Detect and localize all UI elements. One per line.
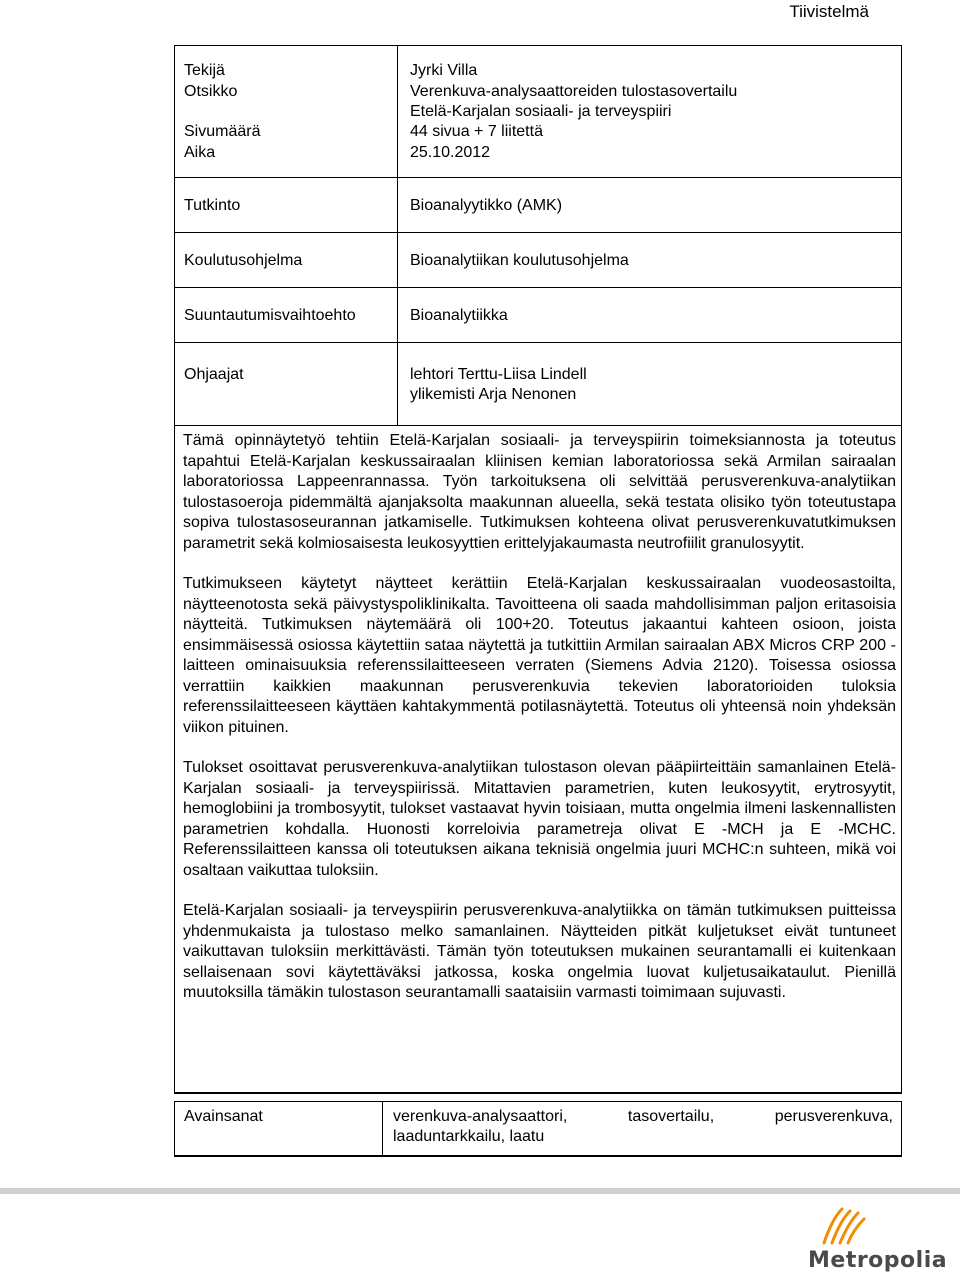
degree-label: Tutkinto [184,197,241,214]
date-value: 25.10.2012 [410,144,491,161]
metropolia-logo-text: Metropolia [808,1248,948,1273]
degree-value: Bioanalyytikko (AMK) [410,197,563,214]
abstract-paragraph-4: Etelä-Karjalan sosiaali- ja terveyspiirin perusverenkuva-analytiikka on tämän tutkimuksen puitteissa yhdenmukaista ja tulostaso melko samanlainen. Näytteiden pitkät kuljetukset eivät tuntuneet vaikuttavan tuloksiin merkittävästi. Tämän työn toteutuksen mukainen seurantamalli ei kuitenkaan sellaisenaan sovi käytettäväksi jatkossa, koska ongelmia luovat kuljetusaikataulut. Pienillä muutoksilla tämäkin tulostason seurantamalli saataisiin varmasti toimimaan sujuvasti. [183,902,896,1001]
metropolia-logo-icon [820,1205,868,1247]
abstract-paragraph-2: Tutkimukseen käytetyt näytteet kerättiin Etelä-Karjalan keskussairaalan vuodeosastoilta, näytteenotosta sekä päivystyspoliklinikalta. Tavoitteena oli saada mahdollisimman paljon eritasoisia näytteitä. Tutkimuksen näytemäärä oli 100+20. Toteutus jakaantui kahteen osioon, joista ensimmäisessä osiossa käytettiin sataa näytettä ja tutkittiin Armilan sairaalan ABX Micros CRP 200 -laitteen ominaisuuksia referenssilaitteeseen verraten (Siemens Advia 2120). Toisessa osiossa verrattiin kaikkien maakunnan perusverenkuvia tekevien laboratorioiden tuloksia referenssilaitteeseen käyttäen kahtakymmentä potilasnäytettä. Toteutus oli yhteensä noin yhdeksän viikon pituinen. [183,575,896,736]
keywords-box [174,1101,902,1157]
keywords-label: Avainsanat [184,1108,263,1125]
metropolia-logo [808,1205,948,1275]
supervisors-divider [175,425,901,426]
supervisors-label: Ohjaajat [184,366,244,383]
title-value-line1: Verenkuva-analysaattoreiden tulostasovertailu [410,83,738,100]
supervisor-2: ylikemisti Arja Nenonen [410,386,577,403]
programme-divider [175,287,901,288]
info-divider [175,177,901,178]
degree-divider [175,232,901,233]
abstract-sheet [174,45,902,1094]
author-label: Tekijä [184,62,225,79]
option-divider [175,342,901,343]
abstract-body [183,431,896,1024]
supervisor-1: lehtori Terttu-Liisa Lindell [410,366,587,383]
title-label: Otsikko [184,83,238,100]
programme-label: Koulutusohjelma [184,252,303,269]
footer-bar [0,1188,960,1194]
pages-label: Sivumäärä [184,123,261,140]
title-value-line2: Etelä-Karjalan sosiaali- ja terveyspiiri [410,103,672,120]
abstract-paragraph-3: Tulokset osoittavat perusverenkuva-analytiikan tulostason olevan pääpiirteittäin samanlainen Etelä-Karjalan sosiaali- ja terveyspiirissä. Mitattavien parametrien, kuten leukosyytit, erytrosyytit, hemoglobiini ja trombosyytit, tulokset vastaavat hyvin toisiaan, mutta ongelmia ilmeni laskennallisten parametrien kohdalla. Huonosti korreloivia parametreja olivat E -MCH ja E -MCHC. Referenssilaitteen kanssa oli toteutuksen aikana teknisiä ongelmia juuri MCHC:n suhteen, mikä voi osaltaan vaikuttaa tuloksiin. [183,759,896,879]
option-label: Suuntautumisvaihtoehto [184,307,356,324]
document-type-label: Tiivistelmä [789,2,869,21]
option-value: Bioanalytiikka [410,307,508,324]
abstract-paragraph-1: Tämä opinnäytetyö tehtiin Etelä-Karjalan sosiaali- ja terveyspiirin toimeksiannosta ja toteutus tapahtui Etelä-Karjalan keskussairaalan kliinisen kemian laboratoriossa sekä Armilan sairaalan laboratoriossa Lappeenrannassa. Työn tarkoituksena oli selvittää perusverenkuva-analytiikan tulostasoeroja pidemmältä ajanjaksolta maakunnan alueella, sekä testata olisiko työn toteutustapa sopiva tulostasoseurannan jatkamiselle. Tutkimuksen kohteena olivat perusverenkuvatutkimuksen parametrit sekä kolmiosaisesta leukosyyttien erittelyjakaumasta neutrofiilit granulosyytit. [183,432,896,552]
author-value: Jyrki Villa [410,62,478,79]
pages-value: 44 sivua + 7 liitettä [410,123,543,140]
date-label: Aika [184,144,216,161]
programme-value: Bioanalytiikan koulutusohjelma [410,252,629,269]
keywords-divider [382,1102,383,1155]
info-column-divider [397,46,398,426]
keywords-value: verenkuva-analysaattori, tasovertailu, perusverenkuva, laaduntarkkailu, laatu [393,1108,893,1145]
